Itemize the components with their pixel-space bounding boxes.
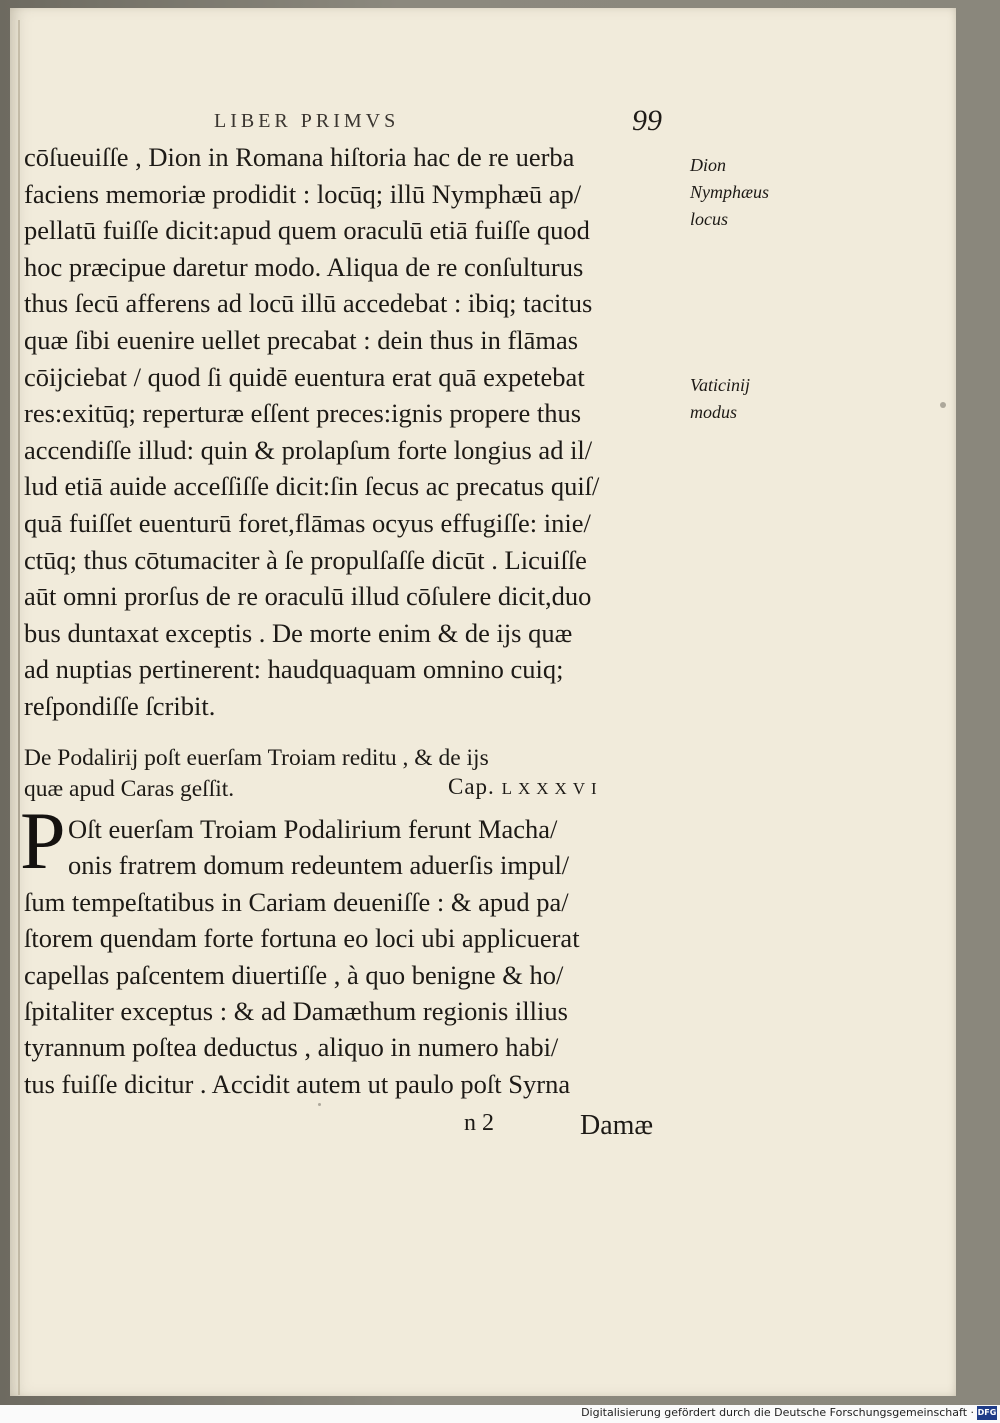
- text-line: tus fuiſſe dicitur . Accidit autem ut paulo poſt Syrna: [24, 1068, 571, 1099]
- text-line: quæ ſibi euenire uellet precabat : dein thus in flāmas: [24, 324, 579, 355]
- chapter-number: [448, 774, 603, 800]
- text-line: accendiſſe illud: quin & prolapſum forte longius ad il/: [24, 434, 593, 465]
- catchword: Damæ: [580, 1110, 654, 1141]
- paper-stain: [940, 402, 946, 408]
- marginal-note-vaticinij: [690, 372, 750, 426]
- paper-stain: [318, 1103, 321, 1106]
- text-line: ctūq; thus cōtumaciter à ſe propulſaſſe dicūt . Licuiſſe: [24, 544, 587, 575]
- second-paragraph: [24, 811, 674, 1102]
- text-line: lud etiā auide acceſſiſſe dicit:ſin ſecus ac precatus quiſ/: [24, 471, 600, 502]
- chapter-heading-line: quæ apud Caras geſſit.: [24, 776, 235, 802]
- gutter-shadow: [18, 20, 20, 1395]
- chapter-heading-line: De Podalirij poſt euerſam Troiam reditu , & de ijs: [24, 745, 489, 771]
- text-line: pellatū fuiſſe dicit:apud quem oraculū etiā fuiſſe quod: [24, 215, 590, 246]
- text-line: cōſueuiſſe , Dion in Romana hiſtoria hac de re uerba: [24, 142, 575, 172]
- marginal-note-dion: [690, 152, 769, 233]
- text-line: bus duntaxat exceptis . De morte enim & de ijs quæ: [24, 617, 573, 648]
- text-line: res:exitūq; reperturæ eſſent preces:ignis propere thus: [24, 398, 582, 429]
- signature-mark: n 2: [464, 1110, 494, 1136]
- marginal-note-line: locus: [690, 209, 728, 229]
- text-line: ſtorem quendam forte fortuna eo loci ubi applicuerat: [24, 923, 580, 954]
- chapter-label: Cap.: [448, 774, 495, 799]
- marginal-note-line: Nymphæus: [690, 182, 770, 202]
- text-line: capellas paſcentem diuertiſſe , à quo benigne & ho/: [24, 959, 564, 990]
- text-line: ad nuptias pertinerent: haudquaquam omnino cuiq;: [24, 654, 564, 685]
- digitization-credit: Digitalisierung gefördert durch die Deutsche Forschungsgemeinschaft ·: [581, 1406, 974, 1419]
- main-paragraph: [24, 139, 674, 725]
- text-line: ſum tempeſtatibus in Cariam deueniſſe : & apud pa/: [24, 886, 569, 917]
- text-line: thus ſecū afferens ad locū illū accedebat : ibiq; tacitus: [24, 288, 593, 319]
- chapter-roman-numeral: LXXXVI: [501, 779, 603, 798]
- page-number: 99: [632, 104, 662, 137]
- drop-cap: P: [20, 795, 66, 886]
- marginal-note-line: Dion: [690, 155, 726, 175]
- text-line: faciens memoriæ prodidit : locūq; illū Nymphæū ap/: [24, 178, 582, 209]
- text-line: Oſt euerſam Troiam Podalirium ferunt Macha/: [68, 814, 558, 844]
- text-line: tyrannum poſtea deductus , aliquo in numero habi/: [24, 1032, 559, 1063]
- running-head: LIBER PRIMVS: [214, 110, 400, 132]
- text-line: onis fratrem domum redeuntem aduerſis impul/: [68, 850, 570, 881]
- text-line: ſpitaliter exceptus : & ad Damæthum regionis illius: [24, 996, 568, 1027]
- marginal-note-line: modus: [690, 402, 738, 422]
- text-line: reſpondiſſe ſcribit.: [24, 690, 216, 721]
- marginal-note-line: Vaticinij: [690, 375, 750, 395]
- text-line: aūt omni prorſus de re oraculū illud cōſulere dicit,duo: [24, 581, 592, 612]
- text-line: hoc præcipue daretur modo. Aliqua de re conſulturus: [24, 251, 584, 282]
- dfg-logo: DFG: [977, 1406, 997, 1420]
- text-line: cōijciebat / quod ſi quidē euentura erat quā expetebat: [24, 361, 585, 392]
- text-line: quā fuiſſet euenturū foret,flāmas ocyus effugiſſe: inie/: [24, 507, 591, 538]
